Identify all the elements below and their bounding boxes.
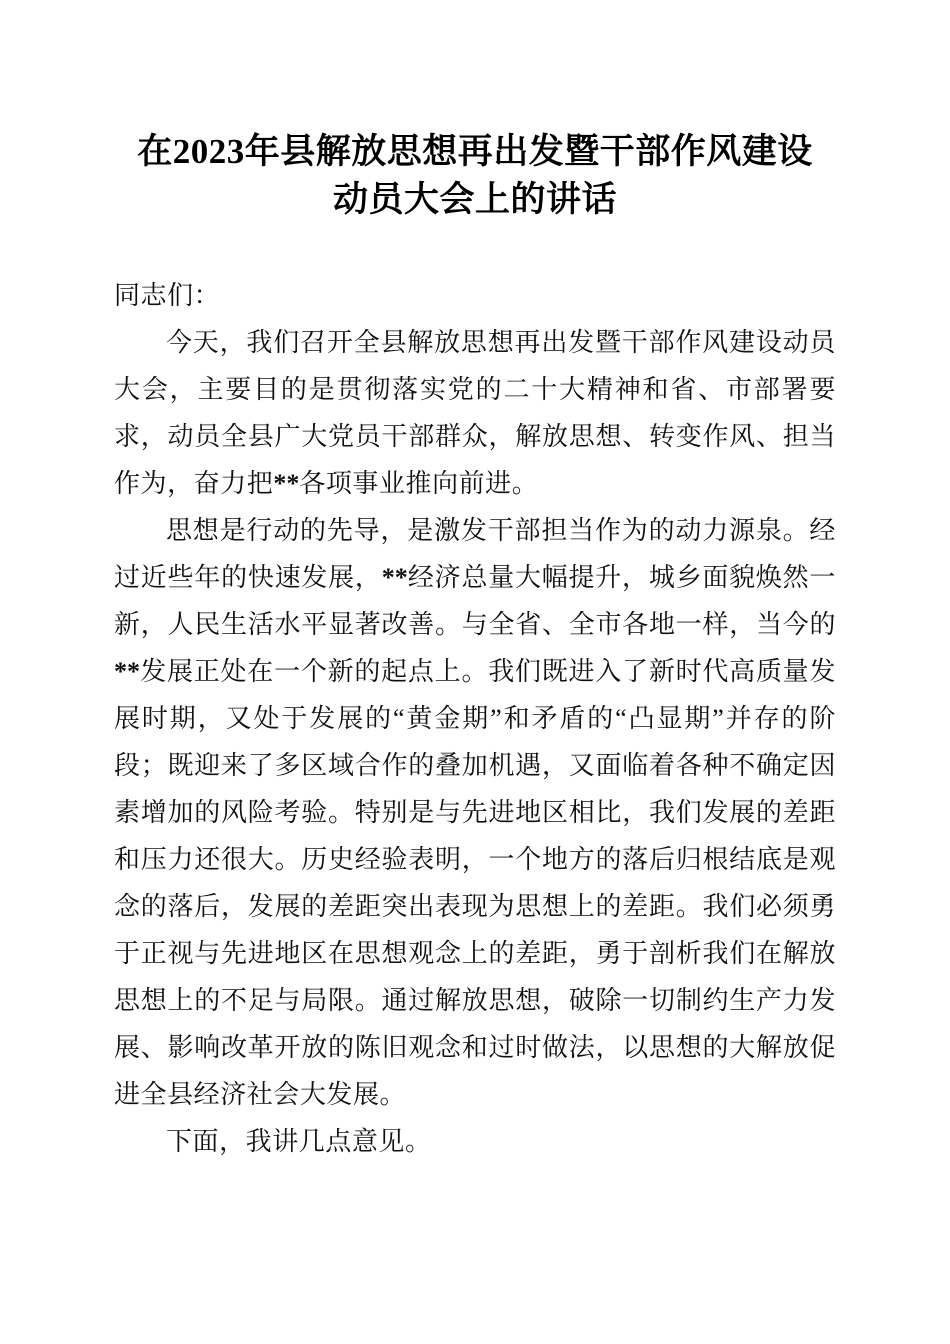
- paragraph-thought-is-guide: 思想是行动的先导，是激发干部担当作为的动力源泉。经过近些年的快速发展，**经济总量大幅提升，城乡面貌焕然一新，人民生活水平显著改善。与全省、全市各地一样，当今的**发展正处在一个新的起点上。我们既进入了新时代高质量发展时期，又处于发展的“黄金期”和矛盾的“凸显期”并存的阶段；既迎来了多区域合作的叠加机遇，又面临着各种不确定因素增加的风险考验。特别是与先进地区相比，我们发展的差距和压力还很大。历史经验表明，一个地方的落后归根结底是观念的落后，发展的差距突出表现为思想上的差距。我们必须勇于正视与先进地区在思想观念上的差距，勇于剖析我们在解放思想上的不足与局限。通过解放思想，破除一切制约生产力发展、影响改革开放的陈旧观念和过时做法，以思想的大解放促进全县经济社会大发展。: [114, 516, 836, 1109]
- title-line-1: 在2023年县解放思想再出发暨干部作风建设: [137, 132, 813, 171]
- document-content: [114, 0, 836, 1165]
- redaction-marker: **: [114, 657, 140, 686]
- paragraph-salutation: 同志们：: [114, 281, 221, 310]
- redaction-marker: **: [273, 469, 300, 498]
- title-line-2: 动员大会上的讲话: [332, 180, 617, 219]
- document-body: [114, 272, 836, 1165]
- paragraph-closing-lead: 下面，我讲几点意见。: [166, 1127, 432, 1156]
- paragraph-opening: 今天，我们召开全县解放思想再出发暨干部作风建设动员大会，主要目的是贯彻落实党的二十大精神和省、市部署要求，动员全县广大党员干部群众，解放思想、转变作风、担当作为，奋力把**各项事业推向前进。: [114, 328, 836, 498]
- page-title: [114, 0, 836, 224]
- redaction-marker: **: [381, 563, 408, 592]
